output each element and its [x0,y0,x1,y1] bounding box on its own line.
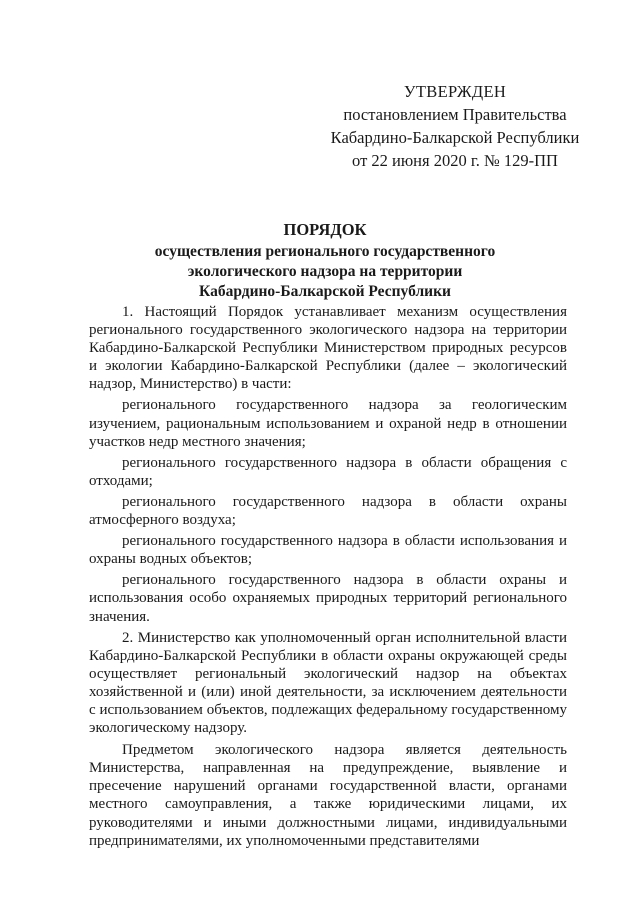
paragraph-8: Предметом экологического надзора является деятельность Министерства, направленная на предупреждение, выявление и пресечение нарушений органами государственной власти, органами местного самоуправления, а также юридическими лицами, их руководителями и иными должностными лицами, индивидуальными предпринимателями, их уполномоченными представителями [89,742,567,849]
approval-heading: УТВЕРЖДЕН [403,82,507,101]
paragraph-6: регионального государственного надзора в области охраны и использования особо охраняемых природных территорий регионального значения. [89,572,567,625]
paragraph-5: регионального государственного надзора в области использования и охраны водных объектов; [89,533,567,568]
approval-line-2: Кабардино-Балкарской Республики [330,128,580,147]
approval-line-3: от 22 июня 2020 г. № 129-ПП [352,151,558,170]
paragraph-4: регионального государственного надзора в области охраны атмосферного воздуха; [89,493,567,529]
paragraph-3: регионального государственного надзора в области обращения с отходами; [89,454,567,489]
document-body [89,303,567,850]
approval-line-1: постановлением Правительства [343,105,567,124]
paragraph-7: 2. Министерство как уполномоченный орган исполнительной власти Кабардино-Балкарской Республики в области охраны окружающей среды осуществляет региональный экологический надзор на объектах хозяйственной и (или) иной деятельности, за исключением деятельности с использованием объектов, подлежащих федеральному государственному экологическому надзору. [89,629,567,737]
approval-stamp [330,80,580,172]
title-line-1: осуществления регионального государственного [154,243,496,260]
paragraph-2: регионального государственного надзора за геологическим изучением, рациональным использованием и охраной недр в отношении участков недр местного значения; [89,397,567,450]
title-line-2: экологического надзора на территории [187,263,463,280]
title-heading: ПОРЯДОК [283,220,367,239]
paragraph-1: 1. Настоящий Порядок устанавливает механизм осуществления регионального государственного экологического надзора на территории Кабардино-Балкарской Республики Министерством природных ресурсов и экологии Кабардино-Балкарской Республики (далее – экологический надзор, Министерство) в части: [89,304,567,393]
title-line-3: Кабардино-Балкарской Республики [199,283,451,300]
document-title [120,220,530,302]
